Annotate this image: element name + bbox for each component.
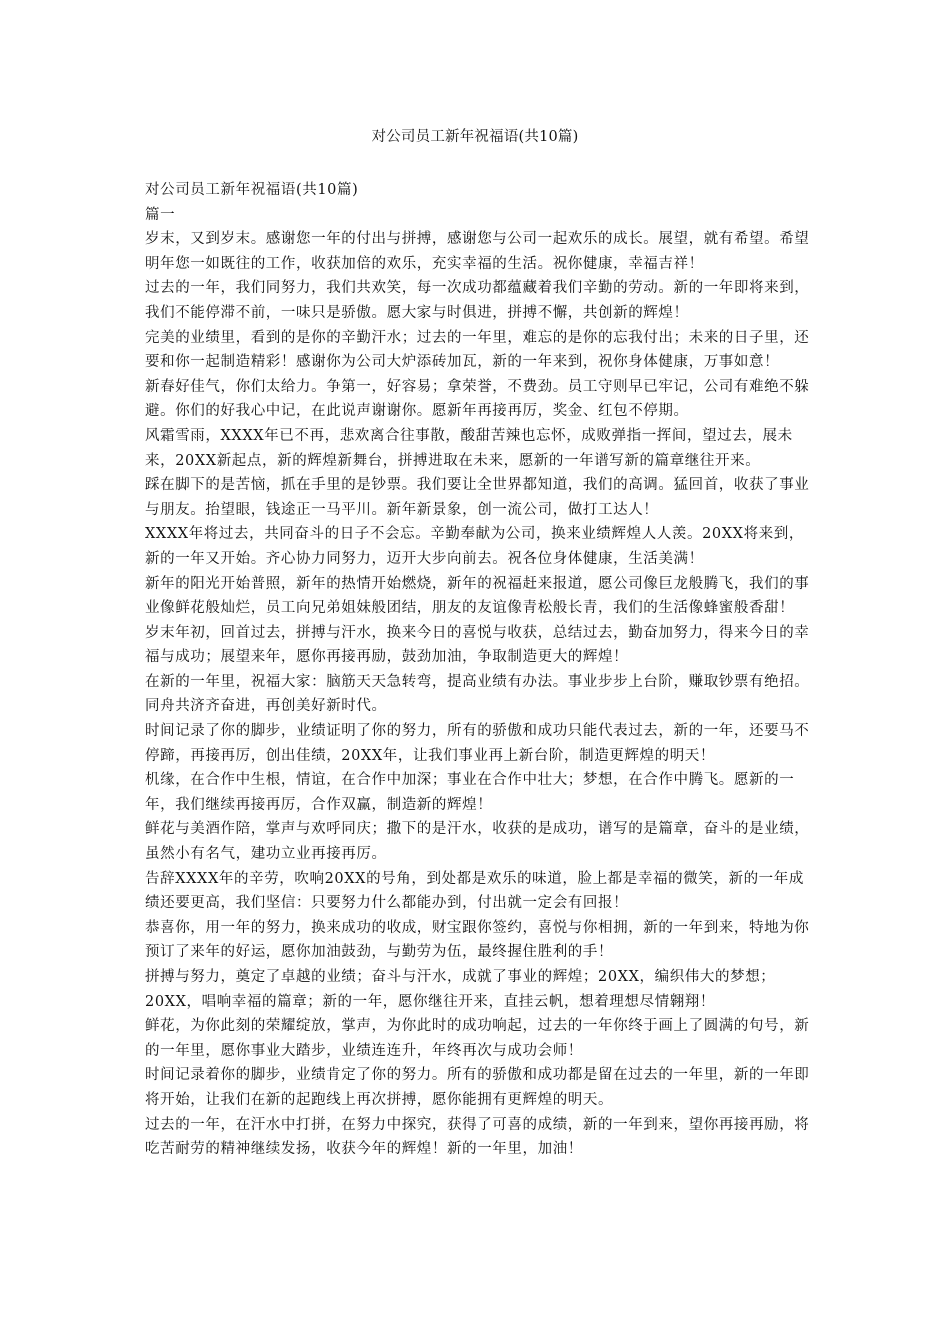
document-title: 对公司员工新年祝福语(共10篇) <box>371 129 579 145</box>
paragraph: 风霜雪雨，XXXX年已不再，悲欢离合往事散，酸甜苦辣也忘怀，成败弹指一挥间，望过去，展未来，20XX新起点，新的辉煌新舞台，拼搏进取在未来，愿新的一年谱写新的篇章继往开来。 <box>145 427 793 469</box>
document-subtitle: 对公司员工新年祝福语(共10篇) <box>145 182 359 198</box>
paragraph: 鲜花与美酒作陪，掌声与欢呼同庆；撒下的是汗水，收获的是成功，谱写的是篇章，奋斗的是业绩，虽然小有名气，建功立业再接再厉。 <box>145 821 810 863</box>
paragraph: 恭喜你，用一年的努力，换来成功的收成，财宝跟你签约，喜悦与你相拥，新的一年到来，特地为你预订了来年的好运，愿你加油鼓劲，与勤劳为伍，最终握住胜利的手！ <box>145 919 810 961</box>
paragraph: 踩在脚下的是苦恼，抓在手里的是钞票。我们要让全世界都知道，我们的高调。猛回首，收获了事业与朋友。抬望眼，钱途正一马平川。新年新景象，创一流公司，做打工达人！ <box>145 477 810 518</box>
section-heading: 篇一 <box>145 206 176 223</box>
paragraph: 告辞XXXX年的辛劳，吹响20XX的号角，到处都是欢乐的味道，脸上都是幸福的微笑，新的一年成绩还要更高，我们坚信：只要努力什么都能办到，付出就一定会有回报！ <box>145 870 804 912</box>
paragraph: 岁末年初，回首过去，拼搏与汗水，换来今日的喜悦与收获，总结过去，勤奋加努力，得来今日的幸福与成功；展望来年，愿你再接再励，鼓劲加油，争取制造更大的辉煌！ <box>145 624 810 666</box>
document-body <box>145 178 815 1162</box>
paragraph: 机缘，在合作中生根，情谊，在合作中加深；事业在合作中壮大；梦想，在合作中腾飞。愿新的一年，我们继续再接再厉，合作双赢，制造新的辉煌！ <box>145 772 795 813</box>
paragraph: 完美的业绩里，看到的是你的辛勤汗水；过去的一年里，难忘的是你的忘我付出；未来的日子里，还要和你一起制造精彩！感谢你为公司大炉添砖加瓦，新的一年来到，祝你身体健康，万事如意！ <box>145 329 810 371</box>
paragraph: 岁末，又到岁末。感谢您一年的付出与拼搏，感谢您与公司一起欢乐的成长。展望，就有希望。希望明年您一如既往的工作，收获加倍的欢乐，充实幸福的生活。祝你健康，幸福吉祥！ <box>145 231 810 272</box>
paragraph: 在新的一年里，祝福大家：脑筋天天急转弯，提高业绩有办法。事业步步上台阶，赚取钞票有绝招。同舟共济齐奋进，再创美好新时代。 <box>145 673 810 715</box>
paragraph: 时间记录了你的脚步，业绩证明了你的努力，所有的骄傲和成功只能代表过去，新的一年，还要马不停蹄，再接再厉，创出佳绩，20XX年，让我们事业再上新台阶，制造更辉煌的明天！ <box>145 723 810 764</box>
paragraph: 鲜花，为你此刻的荣耀绽放，掌声，为你此时的成功响起，过去的一年你终于画上了圆满的句号，新的一年里，愿你事业大踏步，业绩连连升，年终再次与成功会师！ <box>145 1018 810 1059</box>
paragraph: 拼搏与努力，奠定了卓越的业绩；奋斗与汗水，成就了事业的辉煌；20XX，编织伟大的梦想；20XX，唱响幸福的篇章；新的一年，愿你继往开来，直挂云帆，想着理想尽情翱翔！ <box>145 969 776 1010</box>
paragraph: 新春好佳气，你们太给力。争第一，好容易；拿荣誉，不费劲。员工守则早已牢记，公司有难绝不躲避。你们的好我心中记，在此说声谢谢你。愿新年再接再厉，奖金、红包不停期。 <box>145 378 810 420</box>
paragraph: XXXX年将过去，共同奋斗的日子不会忘。辛勤奉献为公司，换来业绩辉煌人人羡。20XX将来到，新的一年又开始。齐心协力同努力，迈开大步向前去。祝各位身体健康，生活美满！ <box>145 526 804 567</box>
paragraph: 时间记录着你的脚步，业绩肯定了你的努力。所有的骄傲和成功都是留在过去的一年里，新的一年即将开始，让我们在新的起跑线上再次拼搏，愿你能拥有更辉煌的明天。 <box>145 1067 810 1108</box>
paragraph: 过去的一年，在汗水中打拼，在努力中探究，获得了可喜的成绩，新的一年到来，望你再接再励，将吃苦耐劳的精神继续发扬，收获今年的辉煌！新的一年里，加油！ <box>145 1116 810 1158</box>
paragraph: 过去的一年，我们同努力，我们共欢笑，每一次成功都蕴藏着我们辛勤的劳动。新的一年即将来到，我们不能停滞不前，一味只是骄傲。愿大家与时俱进，拼搏不懈，共创新的辉煌！ <box>145 280 810 321</box>
paragraph: 新年的阳光开始普照，新年的热情开始燃烧，新年的祝福赶来报道，愿公司像巨龙般腾飞，我们的事业像鲜花般灿烂，员工向兄弟姐妹般团结，朋友的友谊像青松般长青，我们的生活像蜂蜜般香甜！ <box>145 575 810 617</box>
